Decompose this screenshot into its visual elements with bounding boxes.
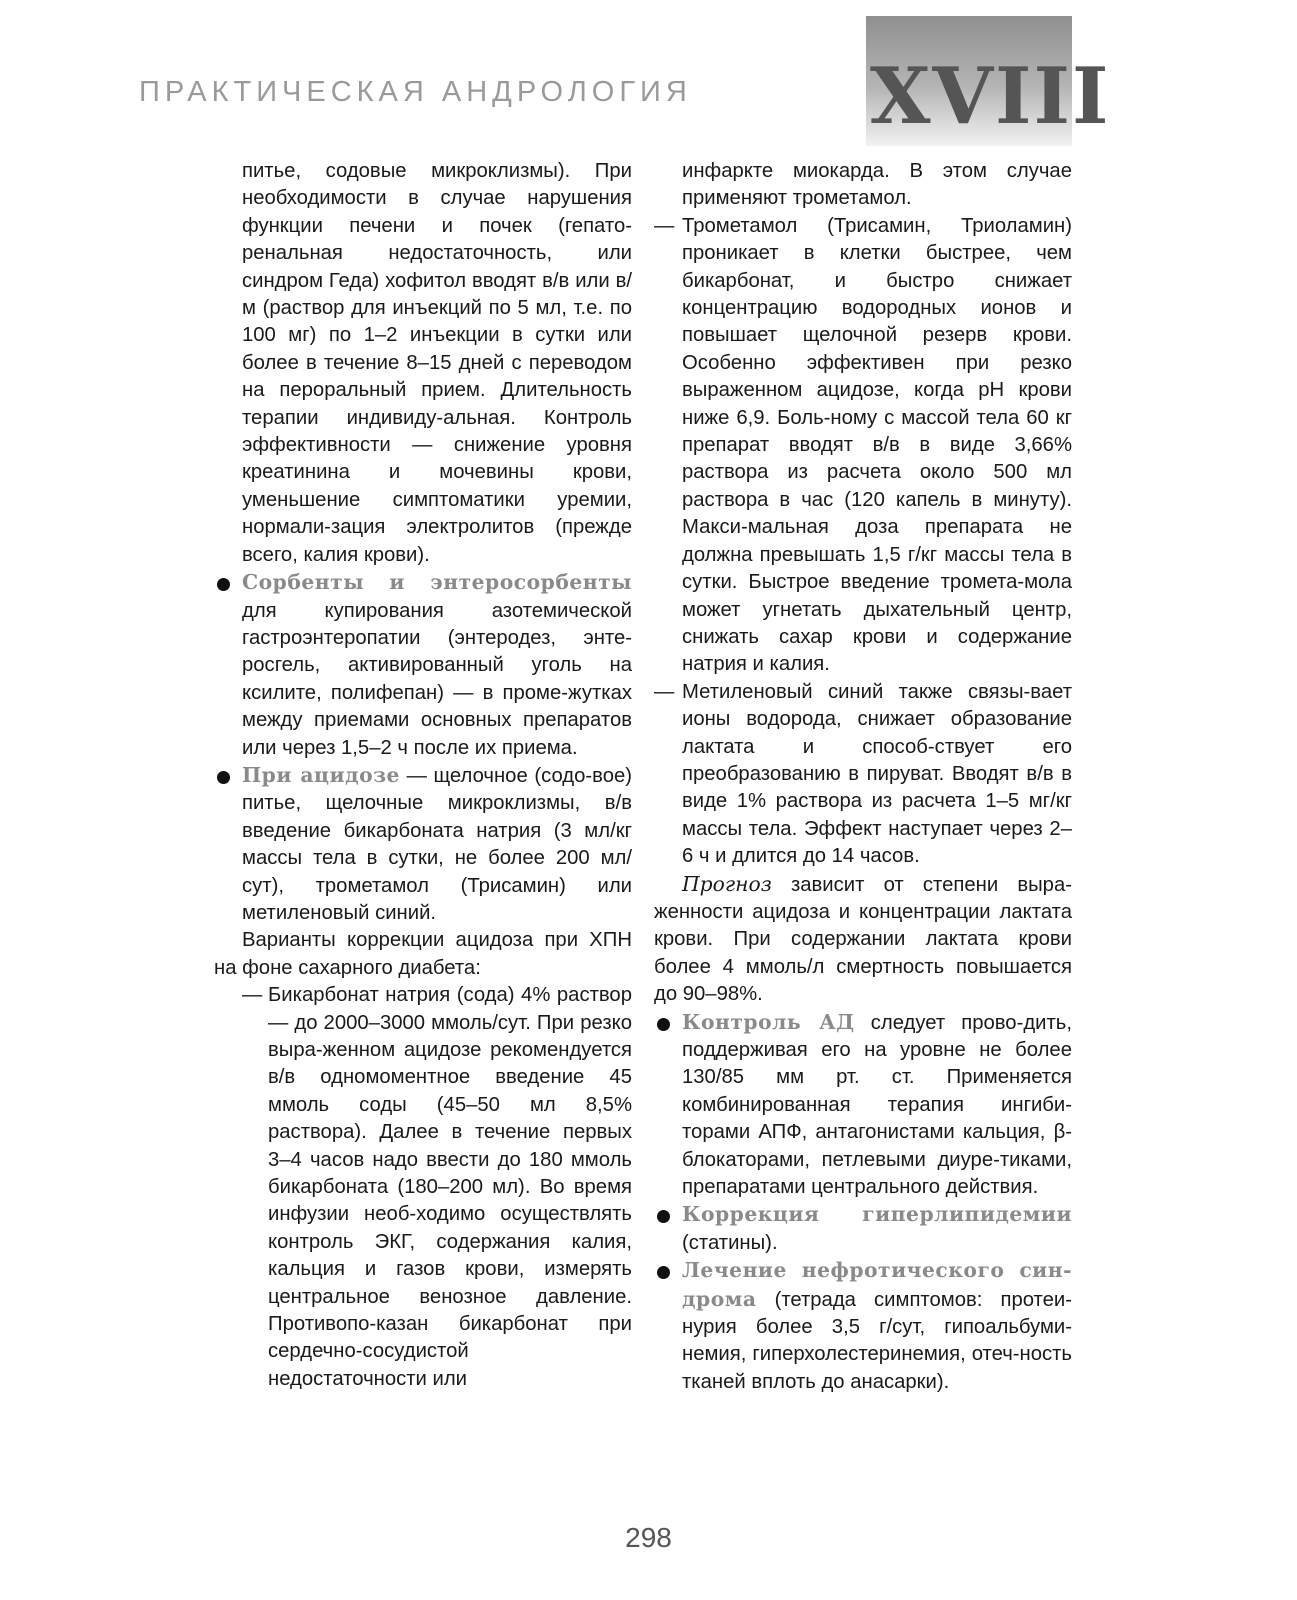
right-column <box>654 158 1072 1396</box>
right-bullet-bp-control <box>654 1009 1072 1202</box>
bullet-text: (тетрада симптомов: протеи-нурия более 3,5 г/сут, гипоальбуми-немия, гиперхолестеринемия, отеч-ность тканей вплоть до анасарки). <box>682 1288 1072 1393</box>
dash-text: Трометамол (Трисамин, Триоламин) проникает в клетки быстрее, чем бикарбонат, и быстро снижает концентрацию водородных ионов и повышает щелочной резерв крови. Особенно эффективен при резко выраженном ацидозе, когда pH крови ниже 6,9. Боль-ному с массой тела 60 кг препарат вводят в/в в виде 3,66% раствора из расчета около 500 мл раствора в час (120 капель в минуту). Макси-мальная доза препарата не должна превышать 1,5 г/кг массы тела в сутки. Быстрое введение тромета-мола может угнетать дыхательный центр, снижать сахар крови и содержание натрия и калия. <box>682 214 1072 676</box>
right-dash-item-methylene <box>654 679 1072 871</box>
left-paragraph-2: Варианты коррекции ацидоза при ХПН на фоне сахарного диабета: <box>214 929 632 979</box>
left-column <box>214 158 632 1393</box>
right-bullet-hyperlipidemia <box>654 1201 1072 1257</box>
bullet-heading: Лечение нефротического син-дрома <box>682 1258 1072 1311</box>
dash-mark: — <box>242 984 263 1007</box>
bullet-icon <box>217 771 230 784</box>
prognosis-text: зависит от степени выра-женности ацидоза и концентрации лактата крови. При содержании лактата крови более 4 ммоль/л смертность повышается до 90–98%. <box>654 873 1072 1006</box>
bullet-text: (статины). <box>682 1231 778 1254</box>
bullet-heading: Контроль АД <box>682 1009 855 1034</box>
right-paragraph-1: инфаркте миокарда. В этом случае применяют трометамол. <box>682 160 1072 210</box>
dash-mark: — <box>654 214 675 237</box>
bullet-heading: Сорбенты и энтеросорбенты <box>242 570 632 595</box>
bullet-text: — щелочное (содо-вое) питье, щелочные микроклизмы, в/в введение бикарбоната натрия (3 мл/кг массы тела в сутки, не более 200 мл/сут), трометамол (Трисамин) или метиленовый синий. <box>242 764 633 924</box>
bullet-icon <box>657 1266 670 1279</box>
dash-text: Бикарбонат натрия (сода) 4% раствор — до 2000–3000 ммоль/сут. При резко выра-женном ацидозе рекомендуется в/в одномоментное введение 45 ммоль соды (45–50 мл 8,5% раствора). Далее в течение первых 3–4 часов надо ввести до 180 ммоль бикарбоната (180–200 мл). Во время инфузии необ-ходимо осуществлять контроль ЭКГ, содержания калия, кальция и газов крови, измерять центральное венозное давление. Противопо-казан бикарбонат при сердечно-сосудистой недостаточности или <box>268 984 632 1390</box>
left-paragraph-1: питье, содовые микроклизмы). При необходимости в случае нарушения функции печени и почек (гепато-ренальная недостаточность, или синдром Геда) хофитол вводят в/в или в/м (раствор для инъекций по 5 мл, т.е. по 100 мг) по 1–2 инъекции в сутки или более в течение 8–15 дней с переводом на пероральный прием. Длительность терапии индивиду-альная. Контроль эффективности — снижение уровня креатинина и мочевины крови, уменьшение симптоматики уремии, нормали-зация электролитов (прежде всего, калия крови). <box>242 160 632 566</box>
right-dash-item-trometamol <box>654 213 1072 679</box>
page-number: 298 <box>625 1522 672 1553</box>
left-bullet-acidosis <box>214 762 632 927</box>
bullet-icon <box>217 578 230 591</box>
chapter-number: XVIII <box>870 51 1111 142</box>
dash-mark: — <box>654 680 675 703</box>
bullet-icon <box>657 1210 670 1223</box>
bullet-icon <box>657 1018 670 1031</box>
bullet-text: для купирования азотемической гастроэнтеропатии (энтеродез, энте-росгель, активированный уголь на ксилите, полифепан) — в проме-жутках между приемами основных препаратов или через 1,5–2 ч после их приема. <box>242 599 632 759</box>
dash-text: Метиленовый синий также связы-вает ионы водорода, снижает образование лактата и способ-ствует его преобразованию в пируват. Вводят в/в в виде 1% раствора из расчета 1–5 мг/кг массы тела. Эффект наступает через 2–6 ч и длится до 14 часов. <box>682 680 1072 868</box>
prognosis-term: Прогноз <box>682 871 772 896</box>
bullet-heading: Коррекция гиперлипидемии <box>682 1202 1072 1227</box>
running-header: ПРАКТИЧЕСКАЯ АНДРОЛОГИЯ <box>139 76 692 108</box>
right-bullet-nephrotic <box>654 1257 1072 1396</box>
right-paragraph-prognosis <box>654 871 1072 1009</box>
bullet-heading: При ацидозе <box>242 762 400 787</box>
left-dash-item-bicarbonate <box>214 982 632 1393</box>
left-bullet-sorbents <box>214 569 632 762</box>
bullet-text: следует прово-дить, поддерживая его на уровне не более 130/85 мм рт. ст. Применяется комбинированная терапия ингиби-торами АПФ, антагонистами кальция, β-блокаторами, петлевыми диуре-тиками, препаратами центрального действия. <box>682 1011 1072 1199</box>
